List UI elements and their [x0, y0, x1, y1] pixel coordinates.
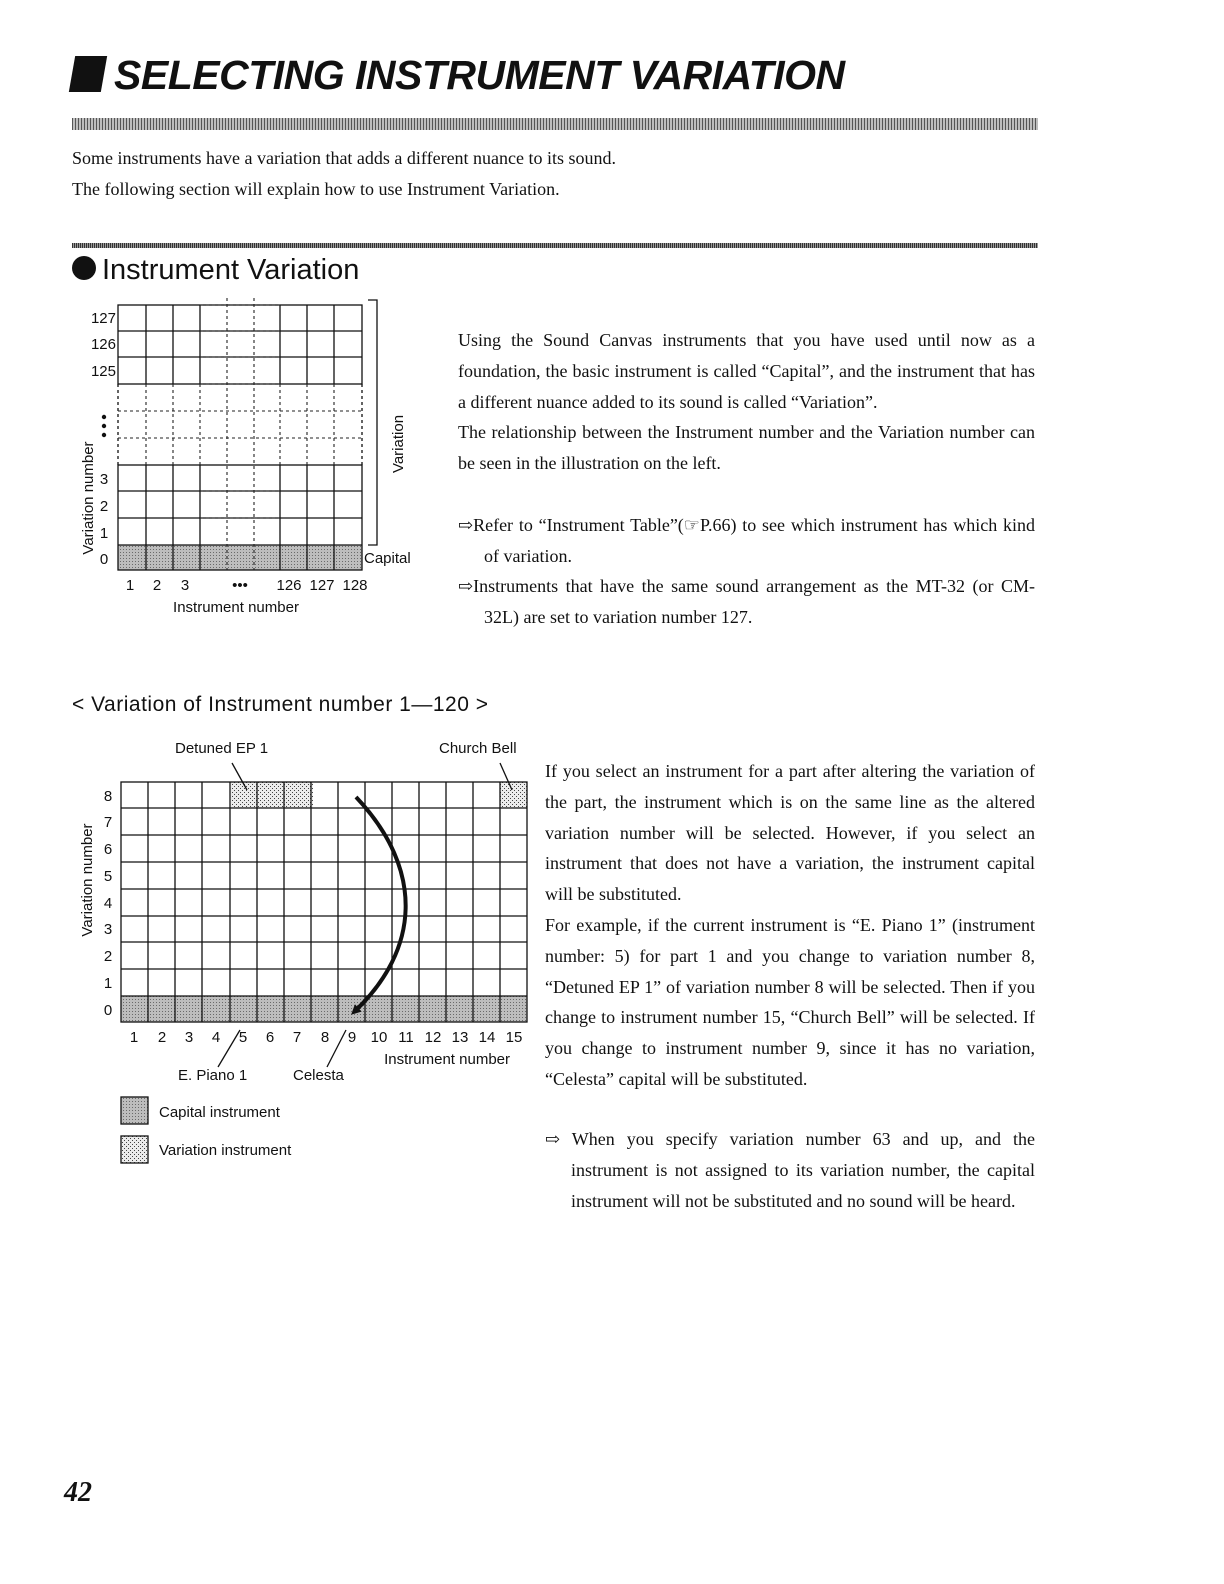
- diagram1-y-label: 1: [99, 525, 109, 542]
- church-bell-label: Church Bell: [439, 740, 517, 757]
- diagram2-capital-row: [121, 996, 527, 1022]
- note-instrument-table: ⇨Refer to “Instrument Table”(☞P.66) to see which instrument has which kind of variation.: [458, 515, 1035, 566]
- diagram1-y-label: 0: [99, 551, 109, 568]
- body2-example: For example, if the current instrument is “E. Piano 1” (instrument number: 5) for part 1 and you change to variation number 8, “Detuned EP 1” of variation number 8 will be selected. Then if you change to instrument number 15, “Church Bell” will be selected. If you change to instrument number 9, since it has no variation, “Celesta” capital will be substituted.: [545, 914, 1035, 1089]
- diagram2-x-label: 13: [451, 1029, 469, 1046]
- intro-line-1: Some instruments have a variation that adds a different nuance to its sound.: [72, 148, 617, 168]
- legend-variation-label: Variation instrument: [159, 1142, 292, 1159]
- diagram2-x-label: 5: [238, 1029, 248, 1046]
- diagram2-x-label: 15: [505, 1029, 523, 1046]
- diagram2-y-labels: [104, 788, 112, 1019]
- body-paragraph-2: The relationship between the Instrument number and the Variation number can be seen in the illustration on the left.: [458, 422, 1035, 474]
- diagram1-vertical-ellipsis-icon: [102, 415, 106, 437]
- diagram1-x-label: 3: [180, 577, 190, 594]
- diagram1-capital-label: Capital: [364, 550, 411, 567]
- detuned-ep1-label: Detuned EP 1: [175, 740, 269, 757]
- diagram2-variation-cell: [500, 782, 527, 808]
- diagram1-variation-label: Variation: [390, 414, 407, 474]
- diagram2-variation-cells: [231, 782, 313, 808]
- diagram2-x-label: 11: [398, 1029, 414, 1046]
- diagram2-y-label: 2: [103, 948, 113, 965]
- diagram2-caption: < Variation of Instrument number 1—120 >: [72, 693, 489, 716]
- diagram2-y-label: 1: [103, 975, 113, 992]
- diagram2-x-label: 7: [292, 1029, 302, 1046]
- page-number: 42: [64, 1477, 92, 1508]
- note-mt32: ⇨Instruments that have the same sound arrangement as the MT-32 (or CM-32L) are set to variation number 127.: [458, 576, 1035, 627]
- body-paragraph-1: Using the Sound Canvas instruments that you have used until now as a foundation, the basic instrument is called “Capital”, and the instrument that has a different nuance added to its sound is called “Variation”.: [458, 330, 1035, 412]
- diagram2-x-labels: [130, 1029, 523, 1046]
- diagram1-y-label: 126: [90, 336, 116, 353]
- diagram2-y-label: 3: [103, 921, 113, 938]
- diagram2-y-label: 5: [103, 868, 113, 885]
- diagram1-x-label: 1: [125, 577, 135, 594]
- diagram2-grid: [121, 763, 527, 1067]
- diagram1-x-label: •••: [232, 577, 248, 594]
- diagram2-y-label: 8: [103, 788, 113, 805]
- diagram1-x-label: 126: [276, 577, 302, 594]
- variation-body: [545, 756, 1035, 1095]
- diagram2-y-label: 6: [103, 841, 113, 858]
- diagram1-grid: [118, 298, 377, 570]
- body2-paragraph: If you select an instrument for a part after altering the variation of the part, the instrument which is on the same line as the altered variation number will be selected. However, if you select an instrument that does not have a variation, the instrument capital will be substituted.: [545, 761, 1035, 905]
- diagram1-x-axis-title: Instrument number: [173, 599, 299, 616]
- diagram2-x-axis-title: Instrument number: [384, 1051, 510, 1068]
- diagram1-y-label: 125: [90, 363, 116, 380]
- note-variation-63: ⇨ When you specify variation number 63 and up, and the instrument is not assigned to its variation number, the capital instrument will not be substituted and no sound will be heard.: [545, 1129, 1035, 1211]
- diagram2-x-label: 4: [211, 1029, 221, 1046]
- page-title-text: SELECTING INSTRUMENT VARIATION: [114, 52, 845, 98]
- diagram2-y-label: 0: [103, 1002, 113, 1019]
- diagram2-y-label: 7: [103, 814, 113, 831]
- diagram1-capital-row: [118, 545, 362, 570]
- diagram2-x-label: 8: [320, 1029, 330, 1046]
- diagram1-y-label: 3: [99, 471, 109, 488]
- intro-body: [458, 325, 1035, 479]
- diagram1-x-label: 128: [342, 577, 368, 594]
- diagram1-x-label: 127: [309, 577, 335, 594]
- diagram1-x-label: 2: [152, 577, 162, 594]
- diagram2-x-label: 14: [478, 1029, 496, 1046]
- intro-line-2: The following section will explain how to use Instrument Variation.: [72, 179, 560, 199]
- legend-capital-label: Capital instrument: [159, 1104, 280, 1121]
- diagram2-x-label: 12: [424, 1029, 442, 1046]
- e-piano-1-label: E. Piano 1: [178, 1067, 248, 1084]
- diagram1-y-label: 2: [99, 498, 109, 515]
- legend-variation-swatch-icon: [121, 1136, 148, 1163]
- diagram1-y-label: 127: [90, 310, 116, 327]
- diagram2-x-label: 6: [265, 1029, 275, 1046]
- diagram2-y-axis-title: Variation number: [79, 823, 96, 937]
- diagram2-x-label: 10: [370, 1029, 388, 1046]
- section-heading-text: Instrument Variation: [102, 254, 360, 286]
- diagram2-x-label: 2: [157, 1029, 167, 1046]
- diagram2-y-label: 4: [103, 895, 113, 912]
- diagram2-x-label: 9: [347, 1029, 357, 1046]
- diagram2-x-label: 1: [129, 1029, 139, 1046]
- celesta-label: Celesta: [293, 1067, 344, 1084]
- diagram2-x-label: 3: [184, 1029, 194, 1046]
- diagram1-y-axis-title: Variation number: [80, 441, 97, 555]
- legend-capital-swatch-icon: [121, 1097, 148, 1124]
